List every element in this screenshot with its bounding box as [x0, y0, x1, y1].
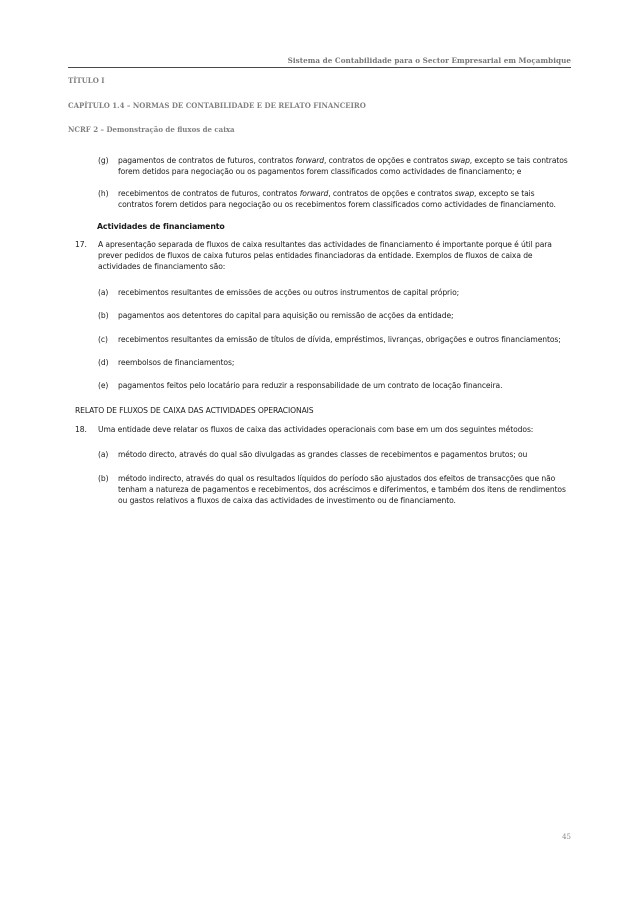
item-label: (h)	[98, 189, 109, 198]
list-item	[98, 449, 571, 460]
list-item-g	[98, 155, 571, 177]
page-number: 45	[562, 833, 571, 841]
list-item	[98, 287, 571, 298]
paragraph-17	[75, 239, 571, 272]
list-item	[98, 357, 571, 368]
operating-heading: RELATO DE FLUXOS DE CAIXA DAS ACTIVIDADES OPERACIONAIS	[75, 406, 314, 415]
item-text: método indirecto, através do qual os resultados líquidos do período são ajustados dos efeitos de transacções que não tenham a natureza de pagamentos e recebimentos, dos acréscimos e diferimentos, e também dos itens de rendimentos ou gastos relativos a fluxos de caixa das actividades de investimento ou de financiamento.	[118, 474, 566, 505]
item-label: (d)	[98, 358, 109, 367]
running-header: Sistema de Contabilidade para o Sector Empresarial em Moçambique	[287, 56, 571, 65]
item-text: recebimentos resultantes de emissões de acções ou outros instrumentos de capital próprio;	[118, 288, 460, 297]
item-label: (a)	[98, 288, 109, 297]
item-text: pagamentos aos detentores do capital para aquisição ou remissão de acções da entidade;	[118, 311, 454, 320]
paragraph-number: 17.	[75, 240, 87, 249]
item-label: (g)	[98, 156, 109, 165]
standard-label: NCRF 2 – Demonstração de fluxos de caixa	[68, 125, 235, 134]
list-item	[98, 473, 571, 506]
paragraph-18	[75, 424, 571, 435]
list-item	[98, 310, 571, 321]
list-item-h	[98, 188, 571, 210]
item-label: (c)	[98, 335, 108, 344]
item-text: recebimentos de contratos de futuros, contratos forward, contratos de opções e contratos swap, excepto se tais contratos forem detidos para negociação ou os recebimentos forem classificados como actividades de financiamento.	[118, 189, 556, 209]
title-label: TÍTULO I	[68, 76, 105, 85]
paragraph-text: A apresentação separada de fluxos de caixa resultantes das actividades de financiamento é importante porque é útil para prever pedidos de fluxos de caixa futuros pelas entidades financiadoras da entidade. Exemplos de fluxos de caixa de actividades de financiamento são:	[98, 240, 552, 271]
item-text: método directo, através do qual são divulgadas as grandes classes de recebimentos e pagamentos brutos; ou	[118, 450, 528, 459]
item-text: pagamentos de contratos de futuros, contratos forward, contratos de opções e contratos swap, excepto se tais contratos forem detidos para negociação ou os pagamentos forem classificados como actividades de financiamento; e	[118, 156, 568, 176]
item-text: recebimentos resultantes da emissão de títulos de dívida, empréstimos, livranças, obrigações e outros financiamentos;	[118, 335, 561, 344]
header-divider	[68, 67, 571, 68]
item-text: reembolsos de financiamentos;	[118, 358, 235, 367]
list-item	[98, 380, 571, 391]
item-text: pagamentos feitos pelo locatário para reduzir a responsabilidade de um contrato de locação financeira.	[118, 381, 503, 390]
list-item	[98, 334, 571, 345]
item-label: (a)	[98, 450, 109, 459]
item-label: (e)	[98, 381, 109, 390]
financing-heading: Actividades de financiamento	[97, 222, 225, 231]
chapter-label: CAPÍTULO 1.4 – NORMAS DE CONTABILIDADE E DE RELATO FINANCEIRO	[68, 101, 366, 110]
paragraph-text: Uma entidade deve relatar os fluxos de caixa das actividades operacionais com base em um dos seguintes métodos:	[98, 425, 534, 434]
paragraph-number: 18.	[75, 425, 87, 434]
item-label: (b)	[98, 474, 109, 483]
item-label: (b)	[98, 311, 109, 320]
